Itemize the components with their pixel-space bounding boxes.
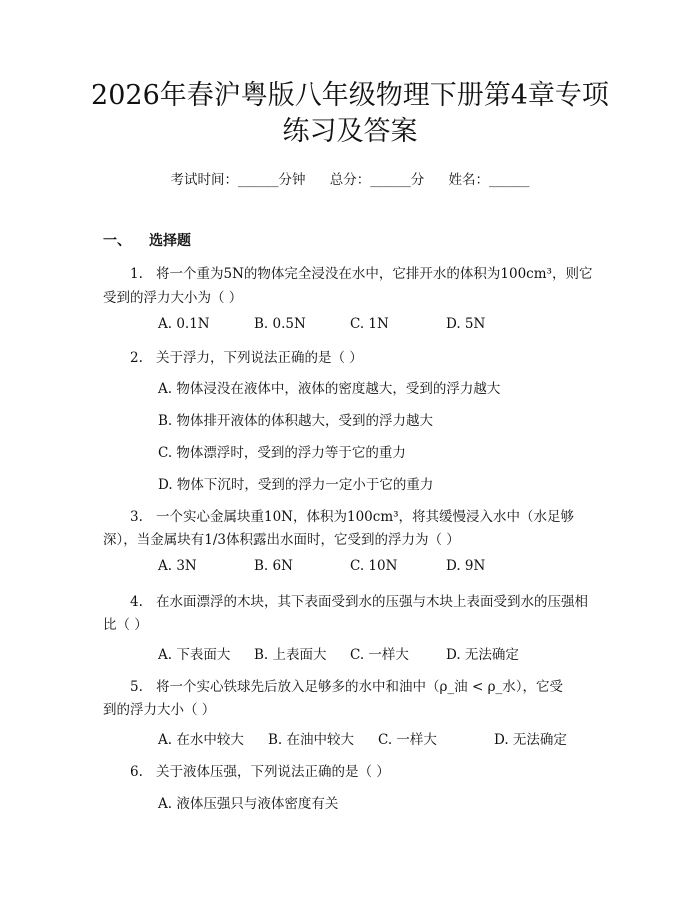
option-d: D. 无法确定 (494, 732, 567, 748)
option-a: A. 0.1N (158, 316, 210, 332)
option-a: A. 3N (158, 558, 197, 574)
question-5-text: 将一个实心铁球先后放入足够多的水中和油中（ρ_油 < ρ_水），它受 (156, 679, 564, 695)
question-5-options (158, 728, 567, 748)
question-4-number: 4. (130, 594, 143, 610)
option-b: B. 0.5N (254, 316, 306, 332)
exam-time-field: 考试时间：______分钟 (170, 172, 306, 188)
section-label: 选择题 (149, 233, 191, 249)
option-b: B. 在油中较大 (268, 732, 355, 748)
document-title (60, 78, 640, 150)
option-d: D. 无法确定 (446, 647, 519, 663)
question-2-option-d: D. 物体下沉时，受到的浮力一定小于它的重力 (158, 477, 434, 493)
question-1-line-2: 受到的浮力大小为（ ） (103, 290, 243, 306)
option-c: C. 10N (350, 558, 398, 574)
question-5-number: 5. (130, 679, 143, 695)
option-c: C. 一样大 (378, 732, 437, 748)
question-4-line-1 (130, 590, 588, 610)
question-2-option-a: A. 物体浸没在液体中，液体的密度越大，受到的浮力越大 (158, 381, 501, 397)
question-5-line-2: 到的浮力大小（ ） (103, 702, 216, 718)
question-3-number: 3. (130, 509, 143, 525)
question-3-options (158, 558, 485, 574)
option-c: C. 一样大 (350, 647, 409, 663)
option-c: C. 1N (350, 316, 389, 332)
section-heading (103, 230, 191, 250)
question-6-text: 关于液体压强，下列说法正确的是（ ） (156, 764, 390, 780)
exam-meta (0, 168, 700, 188)
question-5-line-1 (130, 675, 563, 695)
option-d: D. 9N (446, 558, 486, 574)
total-score-field: 总分：______分 (329, 172, 425, 188)
option-a: A. 在水中较大 (158, 732, 244, 748)
question-1-line-1 (130, 262, 592, 282)
question-4-line-2: 比（ ） (103, 617, 148, 633)
question-4-text: 在水面漂浮的木块，其下表面受到水的压强与木块上表面受到水的压强相 (156, 594, 588, 610)
title-line-2: 练习及答案 (282, 116, 418, 147)
question-4-options (158, 643, 519, 663)
question-6-option-a: A. 液体压强只与液体密度有关 (158, 796, 339, 812)
student-name-field: 姓名：______ (448, 172, 530, 188)
section-number: 一、 (103, 233, 131, 249)
question-3-line-1 (130, 505, 574, 525)
question-1-text: 将一个重为5N的物体完全浸没在水中，它排开水的体积为100cm³，则它 (156, 266, 593, 282)
question-1-number: 1. (130, 266, 143, 282)
question-3-line-2: 深），当金属块有1/3体积露出水面时，它受到的浮力为（ ） (103, 532, 460, 548)
question-6-line-1 (130, 760, 390, 780)
question-2-option-b: B. 物体排开液体的体积越大，受到的浮力越大 (158, 413, 434, 429)
option-a: A. 下表面大 (158, 647, 231, 663)
option-b: B. 上表面大 (254, 647, 327, 663)
question-6-number: 6. (130, 764, 143, 780)
option-b: B. 6N (254, 558, 293, 574)
title-line-1: 2026年春沪粤版八年级物理下册第4章专项 (91, 80, 609, 111)
question-3-text: 一个实心金属块重10N，体积为100cm³，将其缓慢浸入水中（水足够 (156, 509, 575, 525)
question-2-text: 关于浮力，下列说法正确的是（ ） (156, 350, 363, 366)
question-2-line-1 (130, 346, 363, 366)
question-2-number: 2. (130, 350, 143, 366)
option-d: D. 5N (446, 316, 486, 332)
question-2-option-c: C. 物体漂浮时，受到的浮力等于它的重力 (158, 445, 406, 461)
question-1-options (158, 316, 485, 332)
